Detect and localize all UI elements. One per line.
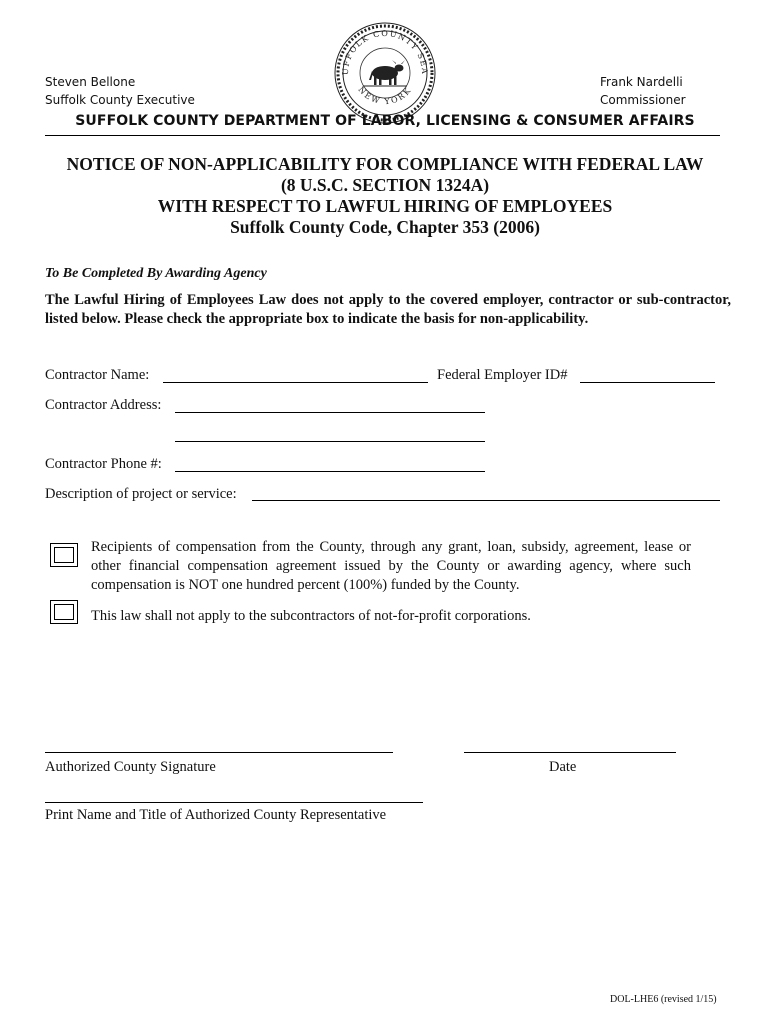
contractor-address-field-1[interactable]: [175, 412, 485, 413]
signature-field[interactable]: [45, 752, 393, 753]
form-title: [0, 154, 770, 238]
checkbox-inner-frame: [54, 604, 74, 620]
form-id: DOL-LHE6 (revised 1/15): [610, 994, 717, 1005]
option-checkbox-nonprofit-subcontractors[interactable]: [50, 600, 78, 624]
agency-subheading: To Be Completed By Awarding Agency: [45, 266, 267, 281]
contractor-name-field[interactable]: [163, 382, 428, 383]
contractor-phone-field[interactable]: [175, 471, 485, 472]
title-line-2: (8 U.S.C. SECTION 1324A): [280, 175, 490, 195]
intro-paragraph: The Lawful Hiring of Employees Law does not apply to the covered employer, contractor or sub-contractor, listed below. Please check the appropriate box to indicate the basis for non-applicability.: [45, 292, 731, 327]
print-name-label: Print Name and Title of Authorized County Representative: [45, 807, 387, 823]
description-field[interactable]: [252, 500, 720, 501]
commissioner-title: Commissioner: [600, 93, 686, 107]
option-checkbox-county-funding[interactable]: [50, 543, 78, 567]
option-text-nonprofit-subcontractors: This law shall not apply to the subcontractors of not-for-profit corporations.: [91, 608, 531, 624]
county-seal: [330, 18, 440, 128]
department-name: SUFFOLK COUNTY DEPARTMENT OF LABOR, LICENSING & CONSUMER AFFAIRS: [75, 113, 695, 129]
description-label: Description of project or service:: [45, 486, 237, 502]
contractor-name-label: Contractor Name:: [45, 367, 150, 383]
header-divider: [45, 135, 720, 136]
executive-block: [45, 73, 195, 109]
commissioner-block: [600, 73, 686, 109]
title-line-4: Suffolk County Code, Chapter 353 (2006): [230, 217, 540, 237]
federal-id-field[interactable]: [580, 382, 715, 383]
date-field[interactable]: [464, 752, 676, 753]
federal-id-label: Federal Employer ID#: [437, 367, 568, 383]
signature-label: Authorized County Signature: [45, 759, 216, 775]
contractor-address-label: Contractor Address:: [45, 397, 162, 413]
contractor-address-field-2[interactable]: [175, 441, 485, 442]
title-line-3: WITH RESPECT TO LAWFUL HIRING OF EMPLOYEES: [157, 196, 613, 216]
executive-name: Steven Bellone: [45, 75, 136, 89]
executive-title: Suffolk County Executive: [45, 93, 195, 107]
title-line-1: NOTICE OF NON-APPLICABILITY FOR COMPLIANCE WITH FEDERAL LAW: [66, 154, 704, 174]
checkbox-inner-frame: [54, 547, 74, 563]
svg-text:NEW YORK: NEW YORK: [356, 85, 414, 107]
svg-text:SUFFOLK COUNTY SEAL: UFFOLK COUNTY SEA: [340, 28, 430, 76]
option-text-county-funding: Recipients of compensation from the County, through any grant, loan, subsidy, agreement, lease or other financial compensation agreement issued by the County or awarding agency, where such compensation is NOT one hundred percent (100%) funded by the County.: [91, 539, 691, 593]
date-label: Date: [549, 759, 577, 775]
contractor-phone-label: Contractor Phone #:: [45, 456, 162, 472]
commissioner-name: Frank Nardelli: [600, 75, 683, 89]
print-name-field[interactable]: [45, 802, 423, 803]
seal-icon: [330, 18, 440, 128]
